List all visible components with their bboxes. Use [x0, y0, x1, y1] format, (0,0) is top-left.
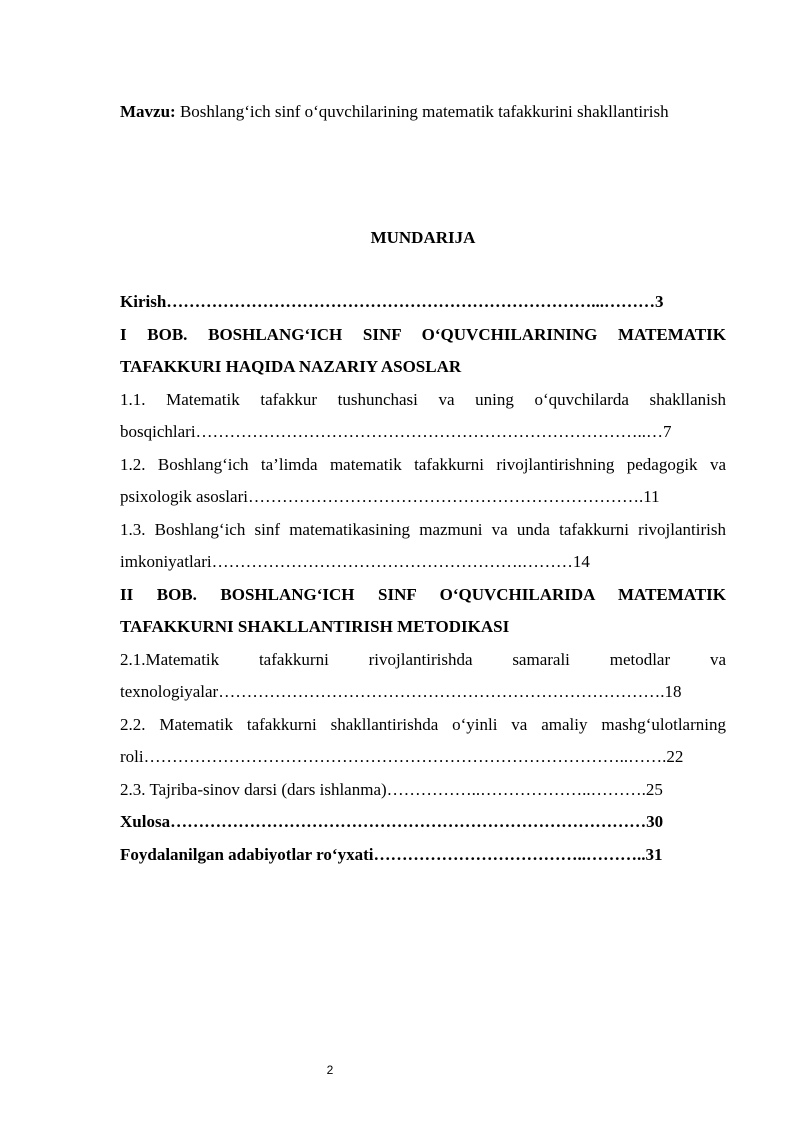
toc-entry-references: Foydalanilgan adabiyotlar ro‘yxati………………………………..………..31 — [120, 844, 663, 864]
toc-entry-2-1: 2.1.Matematik tafakkurni rivojlantirishda samarali metodlar va texnologiyalar…………………………………………………………………….18 — [120, 649, 726, 701]
toc-entry-1-3: 1.3. Boshlang‘ich sinf matematikasining mazmuni va unda tafakkurni rivojlantirish imkoniyatlari……………………………………………….………14 — [120, 519, 726, 571]
toc-chapter-1-heading: I BOB. BOSHLANG‘ICH SINF O‘QUVCHILARINING MATEMATIK TAFAKKURI HAQIDA NAZARIY ASOSLAR — [120, 324, 726, 376]
topic-text: Boshlang‘ich sinf o‘quvchilarining matematik tafakkurini shakllantirish — [179, 102, 669, 121]
page-number: 2 — [326, 1063, 334, 1077]
topic-label: Mavzu: — [120, 102, 176, 121]
toc-chapter-2-heading: II BOB. BOSHLANG‘ICH SINF O‘QUVCHILARIDA MATEMATIK TAFAKKURNI SHAKLLANTIRISH METODIKASI — [120, 584, 726, 636]
toc-entry-1-1: 1.1. Matematik tafakkur tushunchasi va uning o‘quvchilarda shakllanish bosqichlari……………………………………………………………………..…7 — [120, 389, 726, 441]
table-of-contents — [120, 286, 726, 871]
topic-line — [120, 95, 726, 128]
toc-title: MUNDARIJA — [370, 228, 476, 247]
toc-entry-1-2: 1.2. Boshlang‘ich ta’limda matematik tafakkurni rivojlantirishning pedagogik va psixologik asoslari…………………………………………………………….11 — [120, 454, 726, 506]
toc-entry-2-3: 2.3. Tajriba-sinov darsi (dars ishlanma)……………..………………..……….25 — [120, 779, 663, 799]
toc-entry-2-2: 2.2. Matematik tafakkurni shakllantirishda o‘yinli va amaliy mashg‘ulotlarning roli…………………………………………………………………………..…….22 — [120, 714, 726, 766]
toc-entry-introduction: Kirish…………………………………………………………………...………3 — [120, 292, 664, 311]
toc-entry-conclusion: Xulosa…………………………………………………………………………30 — [120, 812, 664, 831]
